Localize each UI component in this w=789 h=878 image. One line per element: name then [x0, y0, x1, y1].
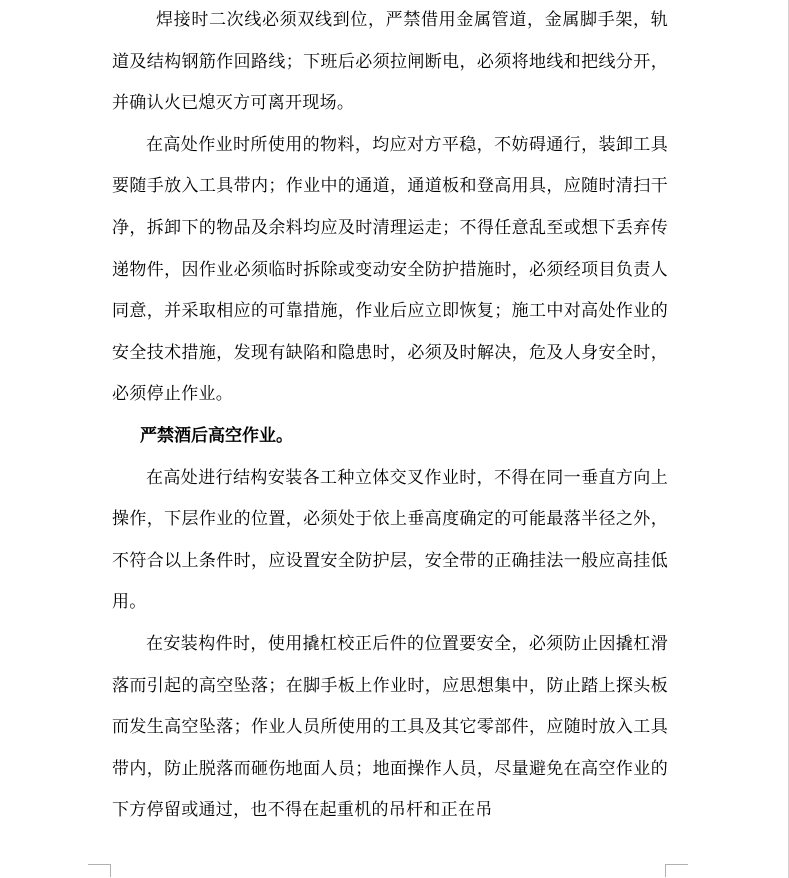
paragraph-height-materials: 在高处作业时所使用的物料，均应对方平稳，不妨碍通行，装卸工具要随手放入工具带内；作业中的通道，通道板和登高用具，应随时清扫干净，拆卸下的物品及余料均应及时清理运走；不得任意乱至或想下丢弃传递物件，因作业必须临时拆除或变动安全防护措施时，必须经项目负责人同意，并采取相应的可靠措施，作业后应立即恢复；施工中对高处作业的安全技术措施，发现有缺陷和隐患时，必须及时解决，危及人身安全时，必须停止作业。 — [112, 134, 668, 405]
document-body — [112, 0, 668, 832]
crop-mark-bottom-left — [88, 864, 111, 877]
paragraph-component-install: 在安装构件时，使用撬杠校正后件的位置要安全，必须防止因撬杠滑落而引起的高空坠落；在脚手板上作业时，应思想集中，防止踏上探头板而发生高空坠落；作业人员所使用的工具及其它零部件，应随时放入工具带内，防止脱落而砸伤地面人员；地面操作人员，尽量避免在高空作业的下方停留或通过，也不得在起重机的吊杆和正在吊 — [112, 633, 668, 821]
paragraph-cross-operation: 在高处进行结构安装各工种立体交叉作业时，不得在同一垂直方向上操作，下层作业的位置，必须处于依上垂高度确定的可能最落半径之外，不符合以上条件时，应设置安全防护层，安全带的正确挂法一般应高挂低用。 — [112, 467, 668, 613]
crop-mark-bottom-right — [665, 864, 688, 877]
paragraph-welding-wires: 焊接时二次线必须双线到位，严禁借用金属管道，金属脚手架，轨道及结构钢筋作回路线；下班后必须拉闸断电，必须将地线和把线分开，并确认火已熄灭方可离开现场。 — [112, 10, 668, 114]
heading-no-drinking: 严禁酒后高空作业。 — [140, 425, 293, 446]
